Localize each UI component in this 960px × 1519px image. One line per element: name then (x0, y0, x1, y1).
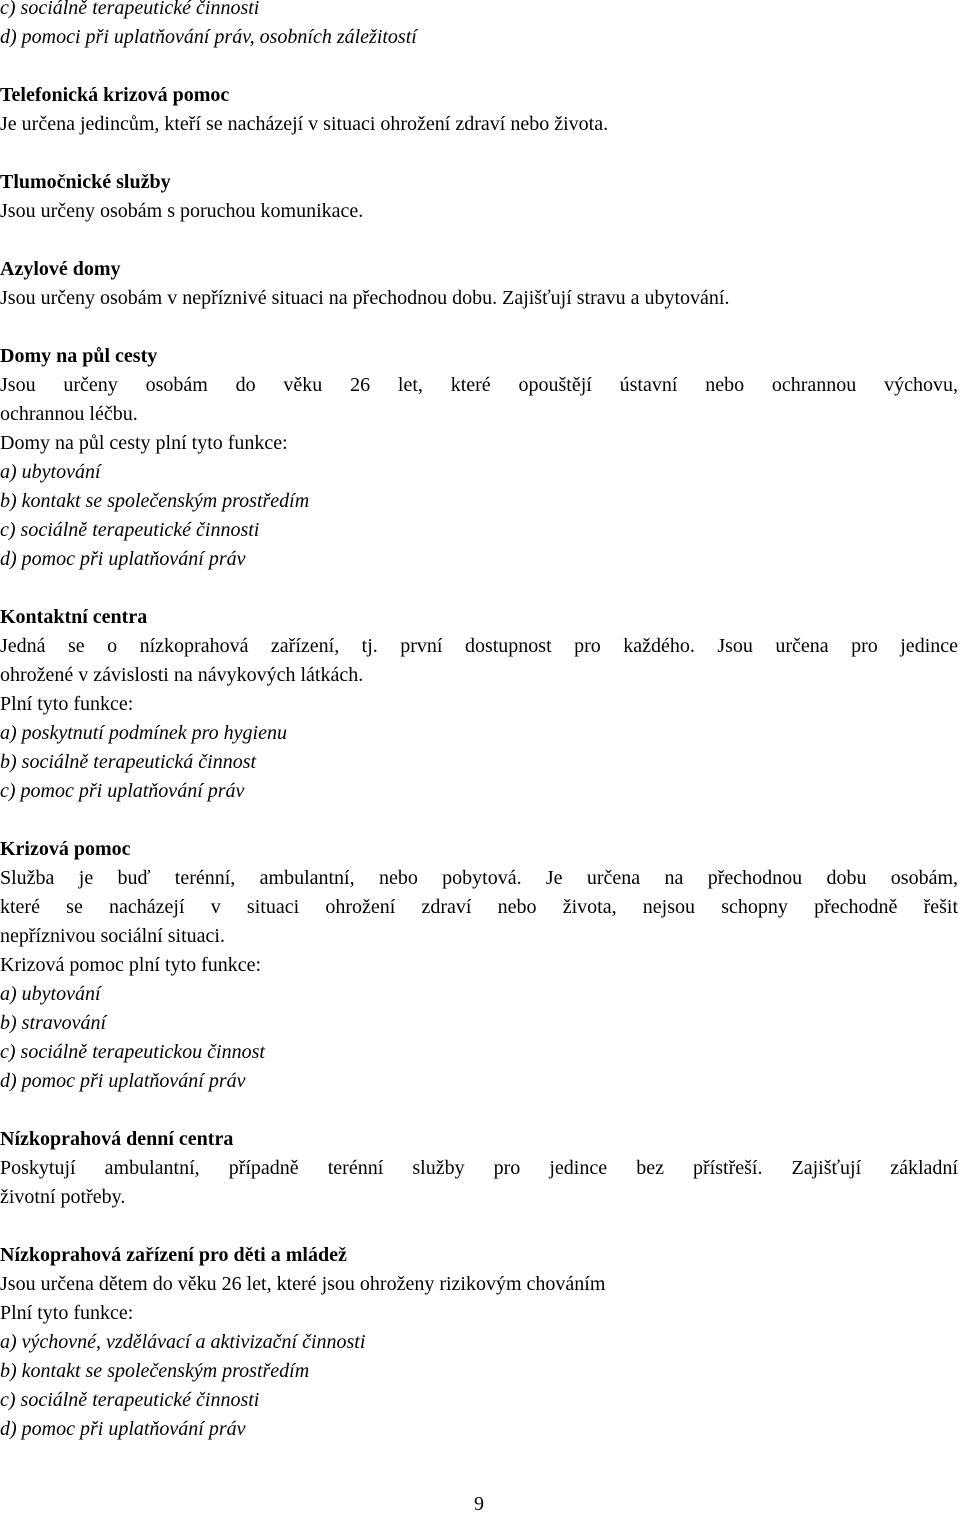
function-list-item: c) pomoc při uplatňování práv (0, 780, 245, 802)
page-number: 9 (474, 1493, 484, 1515)
function-list-item: d) pomoc při uplatňování práv (0, 1418, 246, 1440)
function-list-item: c) sociálně terapeutické činnosti (0, 519, 260, 541)
section-text-kontaktni-centra: Jedná se o nízkoprahová zařízení, tj. první dostupnost pro každého. Jsou určena pro jedince (0, 635, 958, 657)
functions-intro: Krizová pomoc plní tyto funkce: (0, 954, 262, 976)
section-heading-telefonicka: Telefonická krizová pomoc (0, 84, 230, 106)
function-list-item: a) ubytování (0, 983, 101, 1005)
section-text-kontaktni-centra: ohrožené v závislosti na návykových látkách. (0, 664, 364, 686)
section-text-nizkoprahova-deti: Jsou určena dětem do věku 26 let, které jsou ohroženy rizikovým chováním (0, 1273, 606, 1295)
functions-intro: Domy na půl cesty plní tyto funkce: (0, 432, 288, 454)
function-list-item: b) stravování (0, 1012, 107, 1034)
functions-intro: Plní tyto funkce: (0, 693, 134, 715)
section-text-telefonicka: Je určena jedincům, kteří se nacházejí v situaci ohrožení zdraví nebo života. (0, 113, 609, 135)
function-list-item: d) pomoc při uplatňování práv (0, 548, 246, 570)
section-heading-kontaktni-centra: Kontaktní centra (0, 606, 148, 628)
section-heading-nizkoprahova-deti: Nízkoprahová zařízení pro děti a mládež (0, 1244, 347, 1266)
intro-list-item: c) sociálně terapeutické činnosti (0, 0, 260, 19)
function-list-item: a) ubytování (0, 461, 101, 483)
section-text-azylove: Jsou určeny osobám v nepříznivé situaci na přechodnou dobu. Zajišťují stravu a ubytování. (0, 287, 730, 309)
section-heading-tlumocnicke: Tlumočnické služby (0, 171, 171, 193)
section-text-nizkoprahova-denni: Poskytují ambulantní, případně terénní služby pro jedince bez přístřeší. Zajišťují základní (0, 1157, 958, 1179)
section-text-tlumocnicke: Jsou určeny osobám s poruchou komunikace. (0, 200, 364, 222)
function-list-item: a) poskytnutí podmínek pro hygienu (0, 722, 287, 744)
function-list-item: b) sociálně terapeutická činnost (0, 751, 257, 773)
section-heading-azylove: Azylové domy (0, 258, 121, 280)
section-heading-domy-na-pul-cesty: Domy na půl cesty (0, 345, 158, 367)
section-heading-krizova-pomoc: Krizová pomoc (0, 838, 131, 860)
function-list-item: a) výchovné, vzdělávací a aktivizační činnosti (0, 1331, 366, 1353)
function-list-item: b) kontakt se společenským prostředím (0, 1360, 310, 1382)
section-text-domy-na-pul-cesty: Jsou určeny osobám do věku 26 let, které opouštějí ústavní nebo ochrannou výchovu, (0, 374, 958, 396)
section-text-krizova-pomoc: které se nacházejí v situaci ohrožení zdraví nebo života, nejsou schopny přechodně řešit (0, 896, 958, 918)
function-list-item: d) pomoc při uplatňování práv (0, 1070, 246, 1092)
functions-intro: Plní tyto funkce: (0, 1302, 134, 1324)
function-list-item: b) kontakt se společenským prostředím (0, 490, 310, 512)
section-text-domy-na-pul-cesty: ochrannou léčbu. (0, 403, 138, 425)
section-text-krizova-pomoc: Služba je buď terénní, ambulantní, nebo pobytová. Je určena na přechodnou dobu osobám, (0, 867, 958, 889)
function-list-item: c) sociálně terapeutické činnosti (0, 1389, 260, 1411)
intro-list-item: d) pomoci při uplatňování práv, osobních záležitostí (0, 26, 417, 48)
section-text-nizkoprahova-denni: životní potřeby. (0, 1186, 126, 1208)
section-text-krizova-pomoc: nepříznivou sociální situaci. (0, 925, 225, 947)
function-list-item: c) sociálně terapeutickou činnost (0, 1041, 265, 1063)
section-heading-nizkoprahova-denni: Nízkoprahová denní centra (0, 1128, 234, 1150)
